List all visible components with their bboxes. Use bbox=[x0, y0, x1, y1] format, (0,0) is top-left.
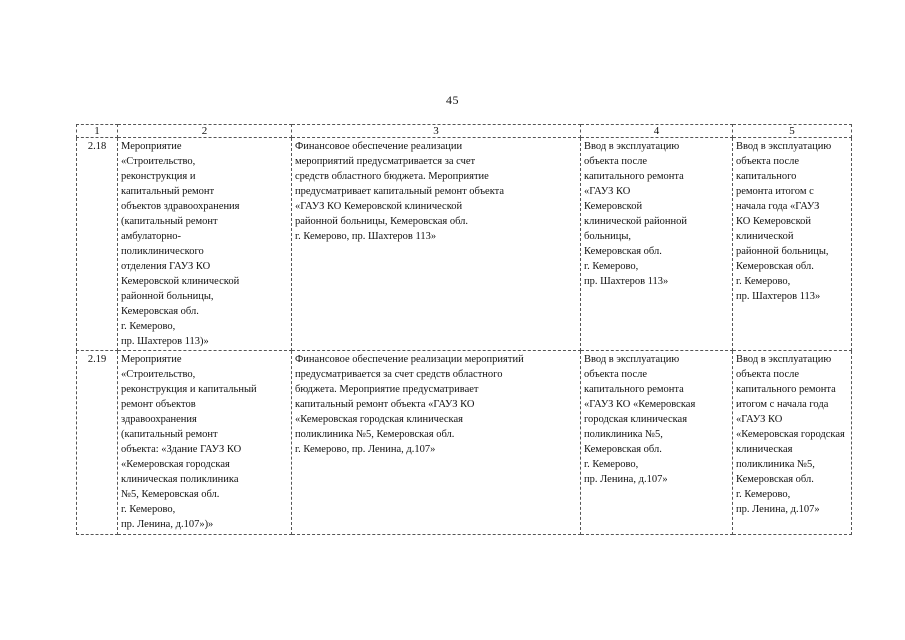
result-cell: Ввод в эксплуатацию объекта после капитального ремонта «ГАУЗ КО «Кемеровская городская клиническая поликлиника №5, Кемеровская обл. г. Кемерово, пр. Ленина, д.107» bbox=[581, 351, 733, 535]
activity-cell: Мероприятие «Строительство, реконструкция и капитальный ремонт объектов здравоохранения (капитальный ремонт амбулаторно- поликлинического отделения ГАУЗ КО Кемеровской клинической районной больницы, Кемеровская обл. г. Кемерово, пр. Шахтеров 113)» bbox=[118, 138, 292, 351]
activity-cell: Мероприятие «Строительство, реконструкция и капитальный ремонт объектов здравоохранения (капитальный ремонт объекта: «Здание ГАУЗ КО «Кемеровская городская клиническая поликлиника №5, Кемеровская обл. г. Кемерово, пр. Ленина, д.107»)» bbox=[118, 351, 292, 535]
financing-cell: Финансовое обеспечение реализации мероприятий предусматривается за счет средств областного бюджета. Мероприятие предусматривает капитальный ремонт объекта «ГАУЗ КО «Кемеровская городская клиническая поликлиника №5, Кемеровская обл. г. Кемерово, пр. Ленина, д.107» bbox=[292, 351, 581, 535]
document-table bbox=[76, 124, 852, 535]
row-number: 2.19 bbox=[77, 351, 118, 535]
result-cell: Ввод в эксплуатацию объекта после капитального ремонта «ГАУЗ КО Кемеровской клинической районной больницы, Кемеровская обл. г. Кемерово, пр. Шахтеров 113» bbox=[581, 138, 733, 351]
column-header-3: 3 bbox=[292, 125, 581, 138]
table-row bbox=[77, 351, 852, 535]
result-ytd-cell: Ввод в эксплуатацию объекта после капитального ремонта итогом с начала года «ГАУЗ КО Кемеровской клинической районной больницы, Кемеровская обл. г. Кемерово, пр. Шахтеров 113» bbox=[733, 138, 852, 351]
result-ytd-cell: Ввод в эксплуатацию объекта после капитального ремонта итогом с начала года «ГАУЗ КО «Кемеровская городская клиническая поликлиника №5, Кемеровская обл. г. Кемерово, пр. Ленина, д.107» bbox=[733, 351, 852, 535]
column-header-5: 5 bbox=[733, 125, 852, 138]
column-header-2: 2 bbox=[118, 125, 292, 138]
column-header-1: 1 bbox=[77, 125, 118, 138]
row-number: 2.18 bbox=[77, 138, 118, 351]
column-header-4: 4 bbox=[581, 125, 733, 138]
table-row bbox=[77, 138, 852, 351]
page-number: 45 bbox=[446, 93, 459, 107]
table-header-row bbox=[77, 125, 852, 138]
financing-cell: Финансовое обеспечение реализации мероприятий предусматривается за счет средств областного бюджета. Мероприятие предусматривает капитальный ремонт объекта «ГАУЗ КО Кемеровской клинической районной больницы, Кемеровская обл. г. Кемерово, пр. Шахтеров 113» bbox=[292, 138, 581, 351]
